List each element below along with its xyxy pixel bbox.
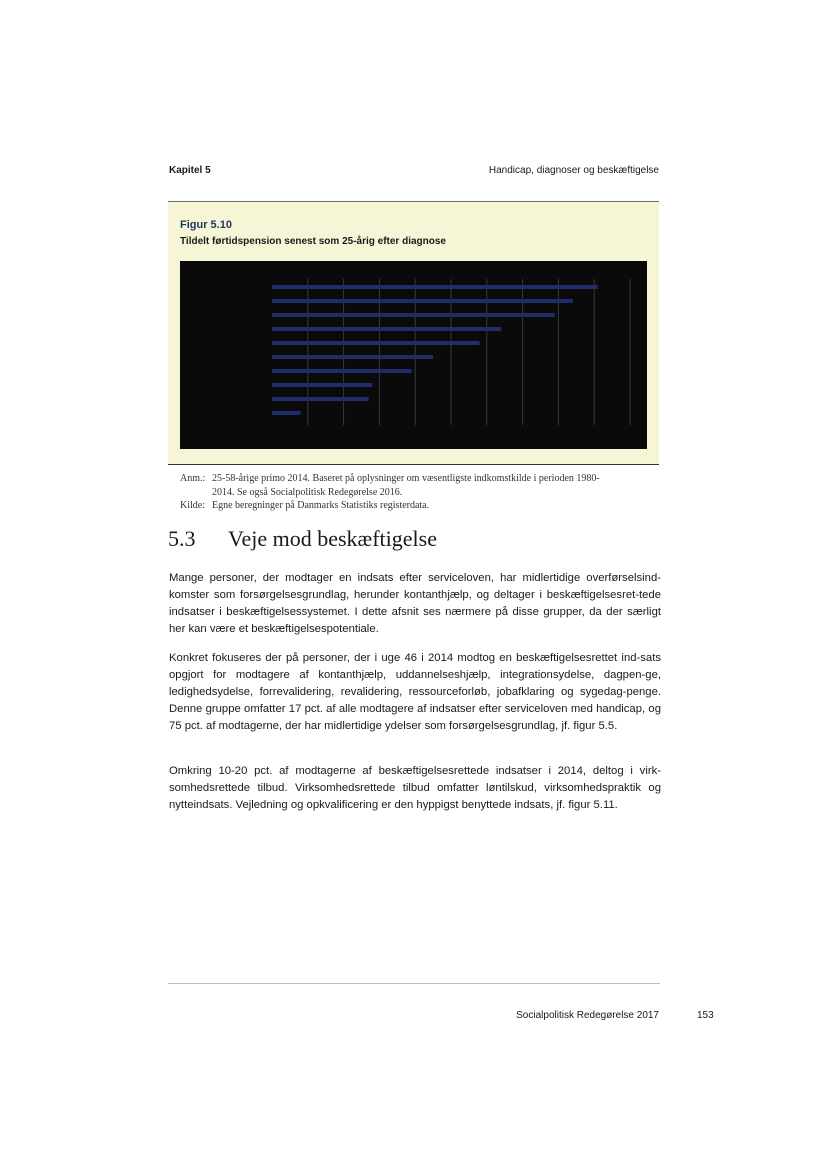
bar-9: [272, 397, 369, 401]
footer-divider: [168, 983, 660, 984]
footer-page-number: 153: [697, 1010, 714, 1021]
section-title: Veje mod beskæftigelse: [228, 526, 437, 551]
bar-5: [272, 341, 480, 345]
bar-8: [272, 383, 372, 387]
paragraph-1: Mange personer, der modtager en indsats efter serviceloven, har midlertidige overførselsind-komster som forsørgelsesgrundlag, herunder kontanthjælp, og deltager i beskæftigelsesret-tede indsatser i beskæftigelsessystemet. I dette afsnit ses nærmere på disse grupper, da der særligt her kan være et beskæftigelsespotentiale.: [169, 572, 661, 635]
section-number: 5.3: [168, 526, 196, 551]
chapter-topic: Handicap, diagnoser og beskæftigelse: [488, 165, 659, 176]
bar-chart: [180, 261, 647, 449]
bar-7: [272, 369, 412, 373]
chapter-label: Kapitel 5: [169, 165, 211, 176]
bar-10: [272, 411, 301, 415]
bar-3: [272, 313, 555, 317]
paragraph-2: Konkret fokuseres der på personer, der i uge 46 i 2014 modtog en beskæftigelsesrettet ind-sats opgjort for modtagere af kontanthjælp, uddannelseshjælp, integrationsydelse, dagpen-ge, ledighedsydelse, forrevalidering, revalidering, ressourceforløb, jobafklaring og sygedag-penge. Denne gruppe omfatter 17 pct. af alle modtagere af indsatser efter serviceloven med handicap, og 75 pct. af modtagerne, der har midlertidige ydelser som forsørgelsesgrundlag, jf. figur 5.5.: [169, 652, 661, 732]
figure-title: Tildelt førtidspension senest som 25-årig efter diagnose: [180, 236, 446, 247]
source-text: Egne beregninger på Danmarks Statistiks registerdata.: [212, 500, 430, 511]
note-line-1: 25-58-årige primo 2014. Baseret på oplysninger om væsentligste indkomstkilde i perioden 1980-: [212, 473, 600, 484]
note-label: Anm.:: [180, 473, 206, 484]
chart-area: [180, 261, 647, 449]
paragraph-3: Omkring 10-20 pct. af modtagerne af beskæftigelsesrettede indsatser i 2014, deltog i virk-somhedsrettede tilbud. Virksomhedsrettede tilbud omfatter løntilskud, virksomhedspraktik og nytteindsats. Vejledning og opkvalificering er den hyppigst benyttede indsats, jf. figur 5.11.: [169, 765, 661, 811]
bar-6: [272, 355, 433, 359]
figure-label: Figur 5.10: [180, 219, 232, 231]
source-label: Kilde:: [180, 500, 205, 511]
note-line-2: 2014. Se også Socialpolitisk Redegørelse 2016.: [212, 487, 403, 498]
bar-4: [272, 327, 501, 331]
bar-2: [272, 299, 573, 303]
bar-1: [272, 285, 598, 289]
footer-publication: Socialpolitisk Redegørelse 2017: [516, 1010, 659, 1021]
